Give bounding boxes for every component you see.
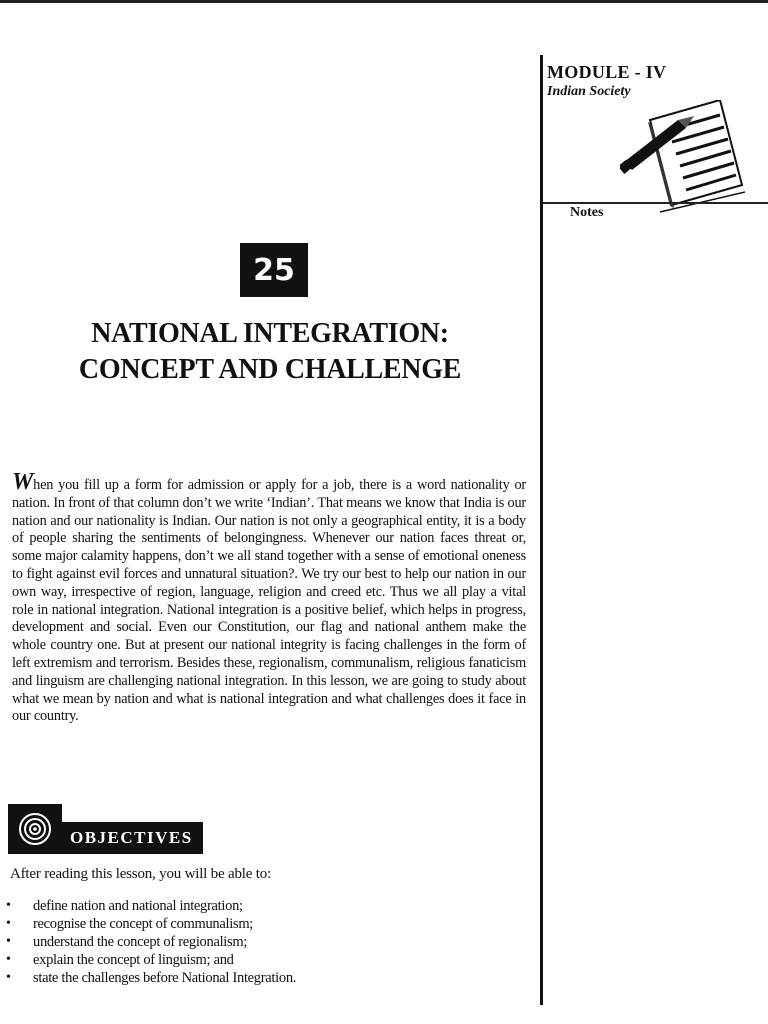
chapter-title-line-1: NATIONAL INTEGRATION: [91,318,449,349]
objectives-heading [8,804,208,854]
subject-label: Indian Society [547,84,631,99]
chapter-title [30,316,510,388]
drop-cap: W [12,469,34,495]
notes-rule [543,202,768,204]
objective-item: • define nation and national integration; [0,897,296,915]
target-swirl-icon [8,804,62,854]
objectives-lead: After reading this lesson, you will be able to: [10,866,271,882]
objective-item: • recognise the concept of communalism; [0,915,296,933]
intro-paragraph [12,469,526,726]
objective-item: • state the challenges before National Integration. [0,969,296,987]
chapter-number: 25 [240,243,308,297]
notes-label: Notes [570,205,604,220]
margin-divider-rule [540,55,543,1005]
objectives-list [0,897,296,987]
objective-item: • explain the concept of linguism; and [0,951,296,969]
module-label: MODULE - IV [547,62,667,82]
chapter-title-line-2: CONCEPT AND CHALLENGE [78,354,462,385]
top-border-rule [0,0,768,3]
intro-text: hen you fill up a form for admission or apply for a job, there is a word nationality or nation. In front of that column don’t we write ‘Indian’. That means we know that India is our nation and our nationality is Indian. Our nation is not only a geographical entity, it is a body of people sharing the sentiments of belongingness. Whenever our nation faces threat or, some major calamity happens, don’t we all stand together with a sense of emotional oneness to fight against evil forces and unnatural situation?. We try our best to help our nation in our own way, irrespective of region, language, religion and creed etc. Thus we all play a vital role in national integration. National integration is a positive belief, which helps in progress, development and social. Even our Constitution, our flag and national anthem make the whole country one. But at present our national integrity is facing challenges in the form of left extremism and terrorism. Besides these, regionalism, communalism, religious fanaticism and linguism are challenging national integration. In this lesson, we are going to study about what we mean by nation and what is national integration and what challenges does it face in our country. [12,477,526,725]
objectives-heading-text: OBJECTIVES [62,822,203,854]
objective-item: • understand the concept of regionalism; [0,933,296,951]
